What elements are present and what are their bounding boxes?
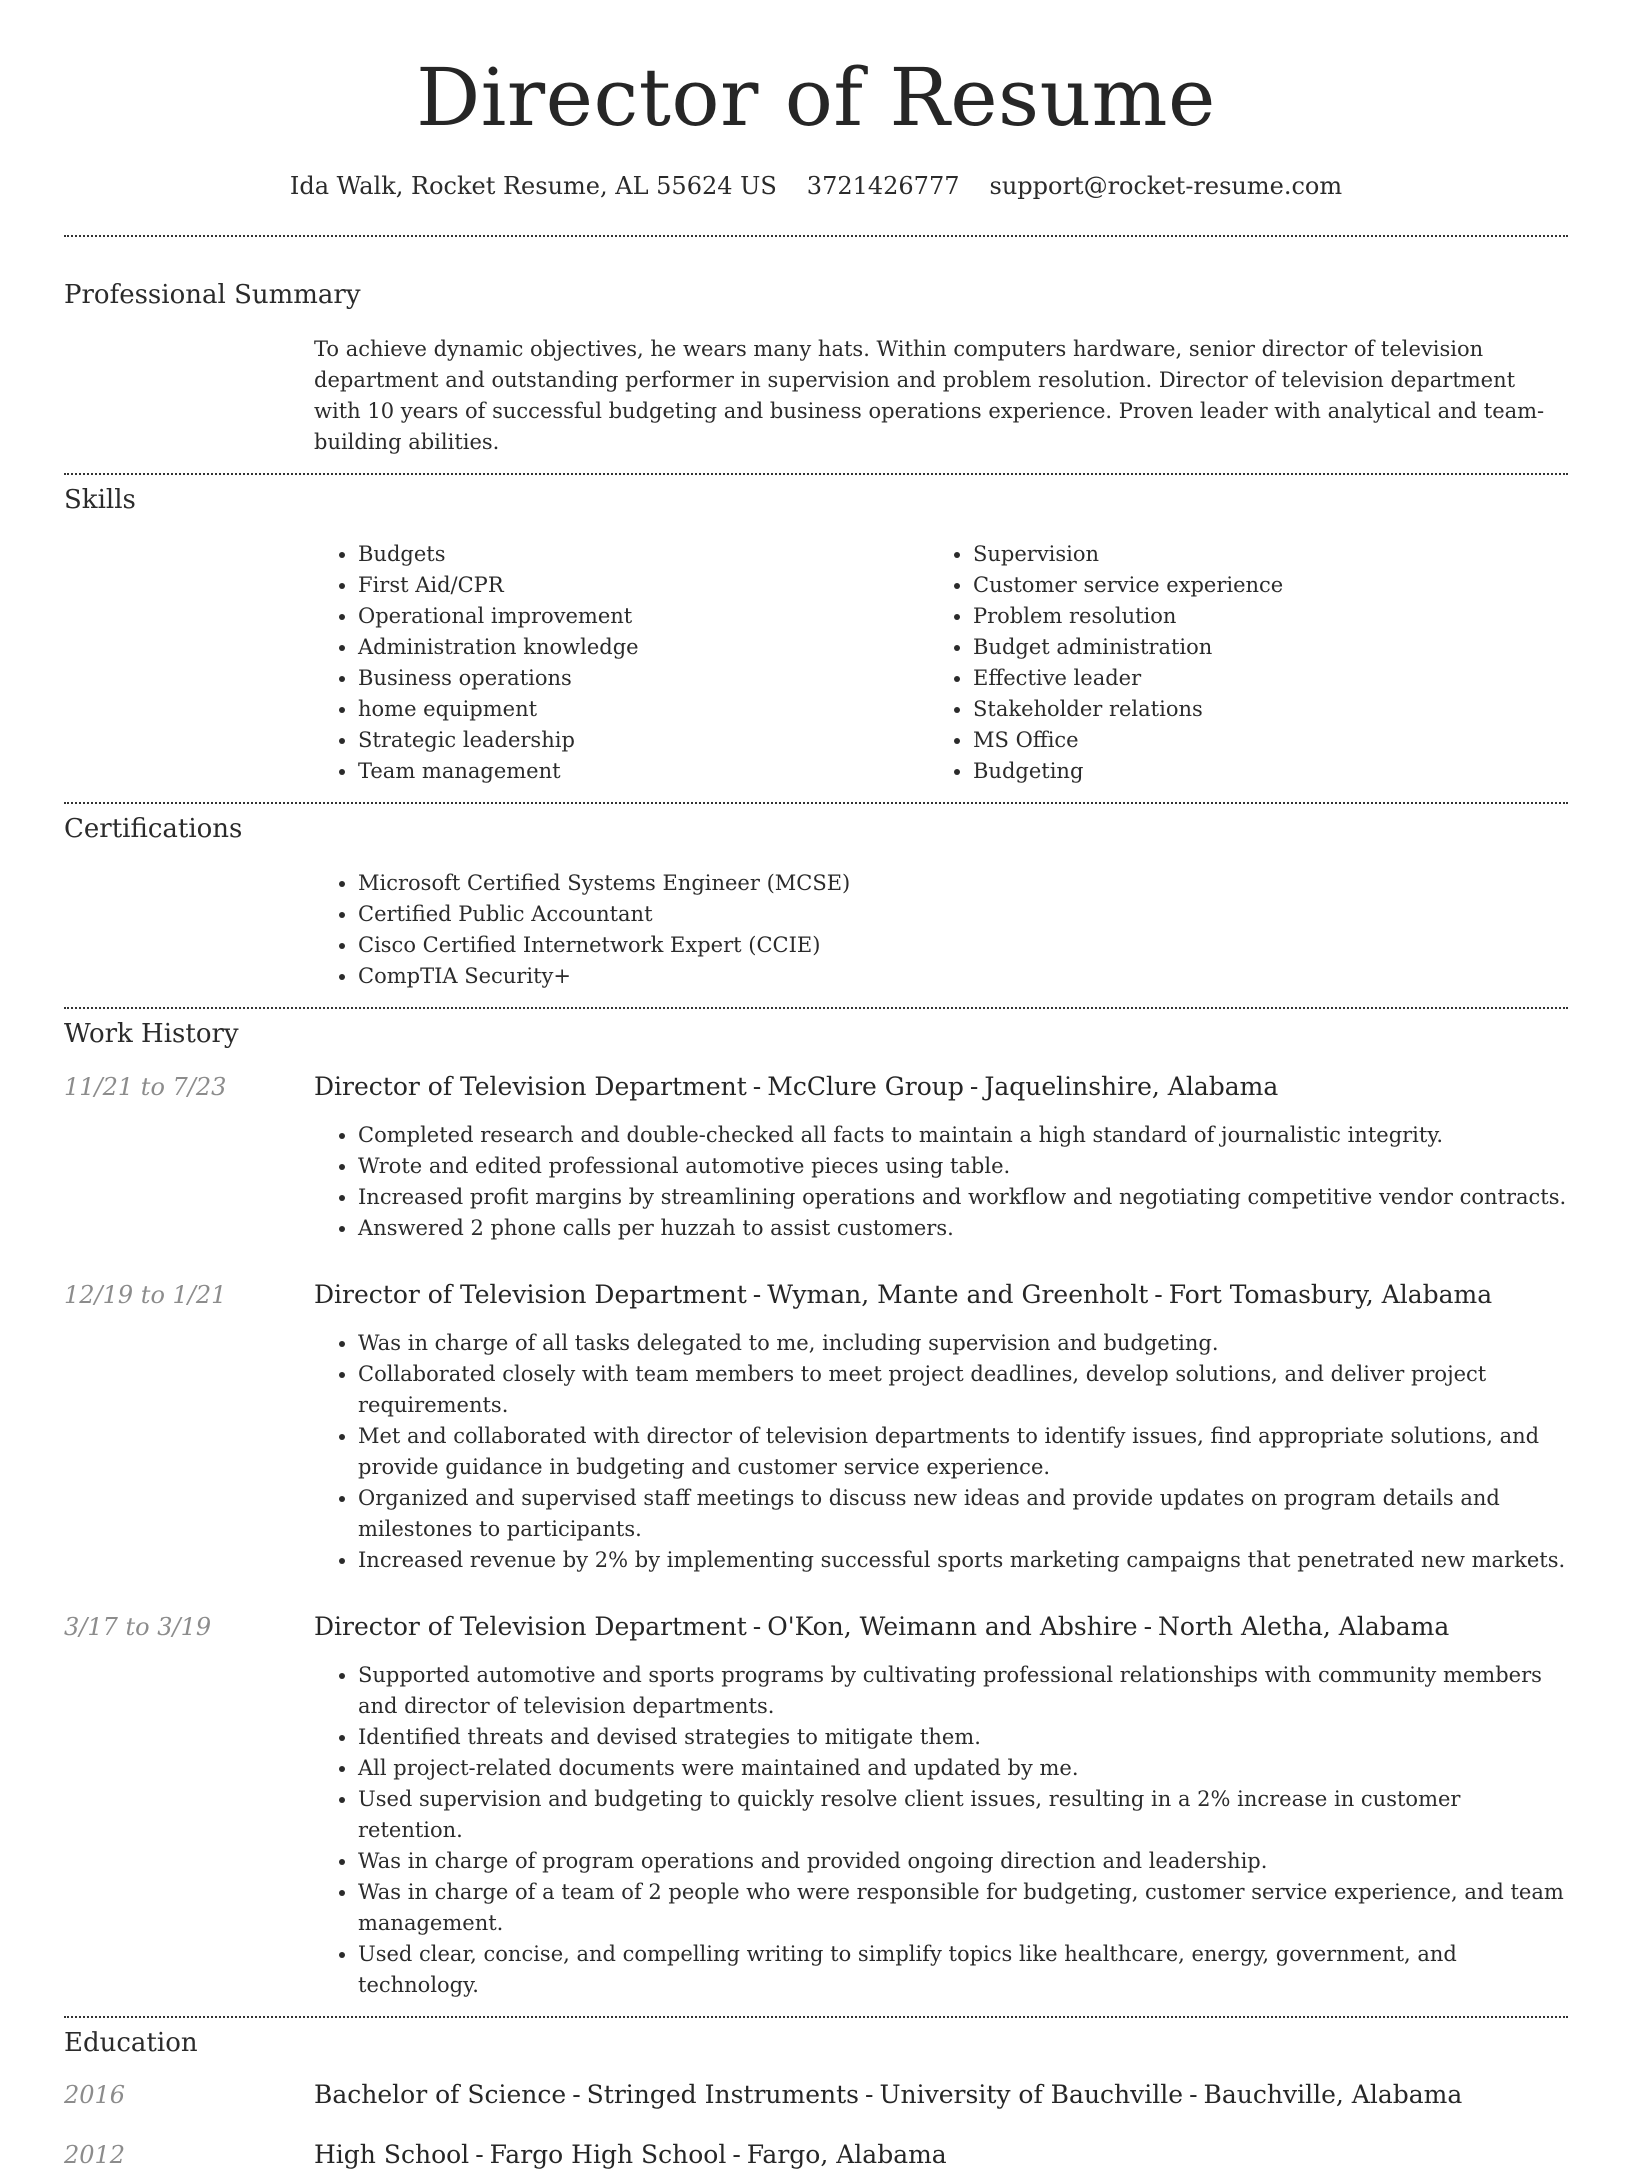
separator-dash: - (475, 2139, 484, 2169)
divider (64, 1007, 1568, 1009)
skill-item: • Business operations (358, 663, 929, 694)
separator-dash: - (865, 2079, 874, 2109)
education-school: Fargo High School (489, 2139, 727, 2169)
education-year: 2016 (64, 2080, 126, 2109)
divider (64, 473, 1568, 475)
job-bullet: • Increased profit margins by streamlining operations and workflow and negotiating competitive vendor contracts. (358, 1182, 1568, 1213)
job-bullet-list (314, 1660, 1568, 2001)
skills-list-right (929, 539, 1544, 787)
skill-item: • Effective leader (973, 663, 1544, 694)
contact-phone: 3721426777 (806, 172, 960, 200)
separator-dash: - (572, 2079, 581, 2109)
job-bullet: • Collaborated closely with team members to meet project deadlines, develop solutions, and deliver project requirements. (358, 1359, 1568, 1421)
skill-item: • MS Office (973, 725, 1544, 756)
job-bullet-list (314, 1328, 1568, 1576)
job-bullet: • Met and collaborated with director of television departments to identify issues, find appropriate solutions, and provide guidance in budgeting and customer service experience. (358, 1421, 1568, 1483)
job-bullet: • Answered 2 phone calls per huzzah to assist customers. (358, 1213, 1568, 1244)
education-year: 2012 (64, 2140, 126, 2169)
section-title-certifications: Certifications (64, 814, 243, 845)
education-degree: Bachelor of Science (314, 2079, 567, 2109)
job-location: Jaquelinshire, Alabama (984, 1071, 1279, 1101)
skill-item: • Team management (358, 756, 929, 787)
job-bullet: • Identified threats and devised strategies to mitigate them. (358, 1722, 1568, 1753)
job-bullets (314, 1660, 1568, 2001)
skill-item: • Strategic leadership (358, 725, 929, 756)
separator-dash: - (1189, 2079, 1198, 2109)
skill-item: • Supervision (973, 539, 1544, 570)
job-title-line (314, 1072, 1568, 1102)
job-entry (64, 1072, 1568, 1244)
skill-item: • home equipment (358, 694, 929, 725)
job-bullet: • Supported automotive and sports programs by cultivating professional relationships with community members and director of television departments. (358, 1660, 1568, 1722)
section-title-work-history: Work History (64, 1019, 239, 1050)
job-dates: 12/19 to 1/21 (64, 1280, 227, 1309)
skill-item: • Operational improvement (358, 601, 929, 632)
education-title-line (314, 2080, 1568, 2110)
job-bullet: • Was in charge of all tasks delegated to me, including supervision and budgeting. (358, 1328, 1568, 1359)
job-bullet: • Used supervision and budgeting to quickly resolve client issues, resulting in a 2% increase in customer retention. (358, 1784, 1568, 1846)
skills-column-left (314, 539, 929, 787)
job-title-line (314, 1612, 1568, 1642)
section-title-skills: Skills (64, 484, 136, 515)
education-list (64, 2080, 1568, 2170)
certification-item: • Certified Public Accountant (358, 899, 1568, 930)
contact-email: support@rocket-resume.com (989, 172, 1343, 200)
job-role: Director of Television Department (314, 1611, 747, 1641)
job-location: North Aletha, Alabama (1158, 1611, 1450, 1641)
job-entry (64, 1280, 1568, 1576)
section-title-education: Education (64, 2027, 198, 2058)
separator-dash: - (1154, 1279, 1163, 1309)
job-bullet: • Organized and supervised staff meetings to discuss new ideas and provide updates on program details and milestones to participants. (358, 1483, 1568, 1545)
education-degree: High School (314, 2139, 470, 2169)
education-entry (64, 2140, 1568, 2170)
job-role: Director of Television Department (314, 1279, 747, 1309)
certification-item: • Cisco Certified Internetwork Expert (CCIE) (358, 930, 1568, 961)
job-bullet: • Wrote and edited professional automotive pieces using table. (358, 1151, 1568, 1182)
certifications-list (314, 868, 1568, 992)
job-bullets (314, 1120, 1568, 1244)
skill-item: • Budgeting (973, 756, 1544, 787)
job-company: O'Kon, Weimann and Abshire (767, 1611, 1138, 1641)
job-dates: 3/17 to 3/19 (64, 1612, 212, 1641)
job-bullet: • Was in charge of program operations and provided ongoing direction and leadership. (358, 1846, 1568, 1877)
education-location: Bauchville, Alabama (1203, 2079, 1463, 2109)
skill-item: • First Aid/CPR (358, 570, 929, 601)
skills-list-left (314, 539, 929, 787)
separator-dash: - (752, 1279, 762, 1309)
divider (64, 802, 1568, 804)
job-company: Wyman, Mante and Greenholt (767, 1279, 1149, 1309)
contact-line (64, 172, 1568, 201)
education-field: Stringed Instruments (586, 2079, 859, 2109)
separator-dash: - (1143, 1611, 1153, 1641)
skill-item: • Administration knowledge (358, 632, 929, 663)
skill-item: • Customer service experience (973, 570, 1544, 601)
divider (64, 235, 1568, 237)
job-bullet: • Completed research and double-checked all facts to maintain a high standard of journalistic integrity. (358, 1120, 1568, 1151)
job-bullet-list (314, 1120, 1568, 1244)
skill-item: • Budget administration (973, 632, 1544, 663)
education-school: University of Bauchville (879, 2079, 1184, 2109)
certification-item: • Microsoft Certified Systems Engineer (MCSE) (358, 868, 1568, 899)
job-bullet: • Increased revenue by 2% by implementing successful sports marketing campaigns that penetrated new markets. (358, 1545, 1568, 1576)
job-bullets (314, 1328, 1568, 1576)
resume-name: Director of Resume (416, 51, 1216, 144)
skill-item: • Budgets (358, 539, 929, 570)
summary-content (314, 334, 1568, 458)
education-location: Fargo, Alabama (746, 2139, 947, 2169)
certification-item: • CompTIA Security+ (358, 961, 1568, 992)
certifications-content (314, 868, 1568, 992)
job-bullet: • All project-related documents were maintained and updated by me. (358, 1753, 1568, 1784)
section-title-summary: Professional Summary (64, 279, 361, 310)
job-dates: 11/21 to 7/23 (64, 1072, 227, 1101)
job-company: McClure Group (767, 1071, 964, 1101)
education-entry (64, 2080, 1568, 2110)
contact-address: Ida Walk, Rocket Resume, AL 55624 US (289, 172, 777, 200)
summary-text: To achieve dynamic objectives, he wears many hats. Within computers hardware, senior director of television department and outstanding performer in supervision and problem resolution. Director of television department with 10 years of successful budgeting and business operations experience. Proven leader with analytical and team-building abilities. (314, 336, 1545, 454)
skills-columns (314, 539, 1568, 787)
skill-item: • Problem resolution (973, 601, 1544, 632)
divider (64, 2016, 1568, 2018)
job-bullet: • Was in charge of a team of 2 people who were responsible for budgeting, customer service experience, and team management. (358, 1877, 1568, 1939)
skills-column-right (929, 539, 1544, 787)
job-location: Fort Tomasbury, Alabama (1168, 1279, 1493, 1309)
job-entry (64, 1612, 1568, 2001)
job-bullet: • Used clear, concise, and compelling writing to simplify topics like healthcare, energy, government, and technology. (358, 1939, 1568, 2001)
skills-content (314, 539, 1568, 787)
separator-dash: - (732, 2139, 741, 2169)
job-role: Director of Television Department (314, 1071, 747, 1101)
separator-dash: - (752, 1071, 762, 1101)
job-title-line (314, 1280, 1568, 1310)
separator-dash: - (752, 1611, 762, 1641)
education-title-line (314, 2140, 1568, 2170)
work-history-list (64, 1072, 1568, 2001)
skill-item: • Stakeholder relations (973, 694, 1544, 725)
resume-page (64, 0, 1568, 2170)
separator-dash: - (969, 1071, 979, 1101)
